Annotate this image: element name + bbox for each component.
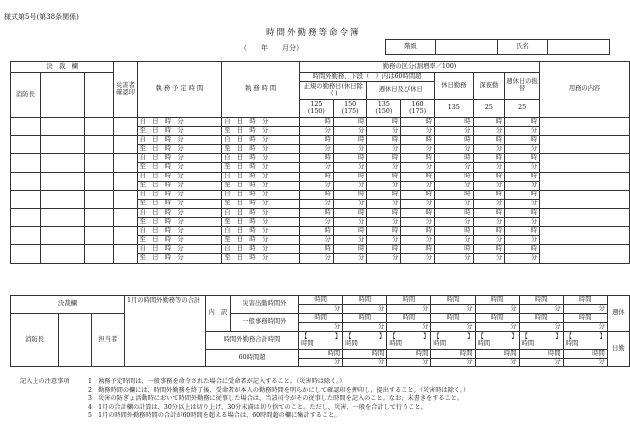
note-item: 1 執務予定時間は、一般事務を命令された場合に受命者が記入すること。（災害時は除く。）	[88, 378, 346, 385]
hours-cell[interactable]: 分	[367, 127, 401, 136]
fun-cell[interactable]: 分	[299, 305, 343, 314]
rate-cell: 135 (150)	[367, 100, 401, 118]
hours-cell[interactable]: 分	[435, 218, 474, 227]
hours-cell[interactable]: 分	[505, 236, 540, 245]
hours-cell[interactable]: 分	[300, 127, 334, 136]
youmu-cell[interactable]	[540, 172, 630, 190]
lower-blank[interactable]	[59, 314, 92, 367]
kessai-cell[interactable]	[85, 172, 114, 190]
yotei-time-cell[interactable]: 至 日 時 分	[137, 218, 222, 227]
confirm-stamp-cell[interactable]	[114, 245, 137, 263]
over60-cell[interactable]: 時間 分	[431, 350, 475, 367]
goukei-jikan-label: 時間外勤務合計時間	[206, 332, 299, 350]
hours-cell[interactable]: 分	[333, 236, 367, 245]
hours-cell[interactable]: 分	[367, 163, 401, 172]
hours-cell[interactable]: 分	[505, 145, 540, 154]
youmu-cell[interactable]	[540, 245, 630, 263]
bracket-total-cell[interactable]: 【 】 時間	[519, 332, 563, 350]
hours-cell[interactable]: 時	[333, 136, 367, 145]
hours-cell[interactable]: 時	[333, 154, 367, 163]
ji-cell[interactable]: 時間	[343, 314, 387, 323]
kessai-cell[interactable]	[40, 245, 85, 263]
hours-cell[interactable]: 時	[505, 245, 540, 254]
jikan-time-cell[interactable]: 自 日 時 分	[222, 154, 300, 163]
month-label: （ 年 月分）	[240, 44, 303, 52]
youmu-cell[interactable]	[540, 136, 630, 154]
rank-label: 階級	[386, 40, 436, 55]
kessai-cell[interactable]	[85, 227, 114, 245]
hours-cell[interactable]: 時	[435, 172, 474, 181]
shochou-header: 消防長	[11, 73, 41, 118]
lower-tantousha: 担当者	[91, 314, 124, 367]
yotei-time-cell[interactable]: 至 日 時 分	[137, 254, 222, 263]
ji-cell[interactable]: 時間	[519, 314, 563, 323]
confirm-stamp-cell[interactable]	[114, 118, 137, 136]
hours-cell[interactable]: 分	[473, 163, 505, 172]
jikan-time-cell[interactable]: 自 日 時 分	[222, 118, 300, 127]
hours-cell[interactable]: 時	[367, 154, 401, 163]
goukei-label: 1月の時間外勤務等の合計	[124, 296, 205, 367]
hours-cell[interactable]: 時	[435, 245, 474, 254]
hours-cell[interactable]: 時	[473, 172, 505, 181]
hours-cell[interactable]: 分	[300, 199, 334, 208]
hours-cell[interactable]: 分	[505, 218, 540, 227]
jikan-time-cell[interactable]: 至 日 時 分	[222, 181, 300, 190]
jikan-time-cell[interactable]: 至 日 時 分	[222, 199, 300, 208]
fun-cell[interactable]: 分	[475, 305, 519, 314]
hours-cell[interactable]: 分	[435, 254, 474, 263]
hours-cell[interactable]: 分	[505, 181, 540, 190]
hours-cell[interactable]: 時	[505, 208, 540, 217]
jikan-time-cell[interactable]: 自 日 時 分	[222, 227, 300, 236]
hours-cell[interactable]: 時	[367, 190, 401, 199]
hours-cell[interactable]: 時	[473, 154, 505, 163]
kessai-cell[interactable]	[85, 154, 114, 172]
fun-cell[interactable]: 分	[343, 323, 387, 332]
hours-cell[interactable]: 時	[473, 245, 505, 254]
hours-cell[interactable]: 時	[435, 227, 474, 236]
hours-cell[interactable]: 分	[473, 145, 505, 154]
yotei-time-cell[interactable]: 自 日 時 分	[137, 190, 222, 199]
hours-cell[interactable]: 分	[473, 236, 505, 245]
notes-title: 記入上の注意事項	[20, 378, 70, 385]
hours-cell[interactable]: 時	[505, 118, 540, 127]
hours-cell[interactable]: 時	[505, 227, 540, 236]
hours-cell[interactable]: 時	[505, 190, 540, 199]
jikan-header: 執 務 時 間	[222, 62, 300, 118]
kessai-blank-1	[40, 73, 85, 118]
hours-cell[interactable]: 分	[435, 163, 474, 172]
fun-cell[interactable]: 分	[387, 305, 431, 314]
yotei-time-cell[interactable]: 自 日 時 分	[137, 172, 222, 181]
over60-cell[interactable]: 時間 分	[475, 350, 519, 367]
kessai-cell[interactable]	[11, 208, 41, 226]
name-label: 氏名	[498, 40, 548, 55]
kessai-cell[interactable]	[11, 172, 41, 190]
fun-cell[interactable]: 分	[431, 305, 475, 314]
hours-cell[interactable]: 時	[505, 154, 540, 163]
hours-cell[interactable]: 分	[505, 127, 540, 136]
bracket-total-cell[interactable]: 【 】 時間	[563, 332, 607, 350]
hours-cell[interactable]: 分	[401, 145, 435, 154]
ji-cell[interactable]: 時間	[475, 296, 519, 305]
kessai-cell[interactable]	[11, 118, 41, 136]
hours-cell[interactable]: 時	[435, 118, 474, 127]
fun-cell[interactable]: 分	[431, 323, 475, 332]
kessai-cell[interactable]	[11, 154, 41, 172]
youmu-cell[interactable]	[540, 208, 630, 226]
ji-cell[interactable]: 時間	[475, 314, 519, 323]
hours-cell[interactable]: 分	[300, 145, 334, 154]
hours-cell[interactable]: 時	[367, 245, 401, 254]
nichi-col: 日勤	[607, 332, 629, 367]
shuukyuu-col: 週休	[607, 296, 629, 332]
hours-cell[interactable]: 時	[300, 118, 334, 127]
kessai-cell[interactable]	[40, 154, 85, 172]
fun-cell[interactable]: 分	[475, 323, 519, 332]
bracket-total-cell[interactable]: 【 】 時間	[387, 332, 431, 350]
page-title: 時間外勤務等命令簿	[266, 28, 361, 38]
hours-cell[interactable]: 時	[473, 190, 505, 199]
confirm-stamp-cell[interactable]	[114, 136, 137, 154]
hours-cell[interactable]: 分	[435, 127, 474, 136]
hours-cell[interactable]: 分	[473, 127, 505, 136]
hours-cell[interactable]: 分	[401, 236, 435, 245]
hours-cell[interactable]: 時	[401, 136, 435, 145]
hours-cell[interactable]: 時	[300, 190, 334, 199]
hours-cell[interactable]: 時	[333, 227, 367, 236]
hours-cell[interactable]: 分	[367, 236, 401, 245]
ji-cell[interactable]: 時間	[431, 296, 475, 305]
confirm-stamp-cell[interactable]	[114, 190, 137, 208]
jikan-time-cell[interactable]: 至 日 時 分	[222, 145, 300, 154]
hours-cell[interactable]: 時	[435, 154, 474, 163]
bracket-total-cell[interactable]: 【 】 時間	[475, 332, 519, 350]
kessai-cell[interactable]	[11, 227, 41, 245]
rate-cell: 25	[473, 100, 505, 118]
over60-cell[interactable]: 時間 分	[343, 350, 387, 367]
youmu-cell[interactable]	[540, 190, 630, 208]
hours-cell[interactable]: 時	[473, 208, 505, 217]
over60-cell[interactable]: 時間 分	[387, 350, 431, 367]
fun-cell[interactable]: 分	[563, 305, 607, 314]
hours-cell[interactable]: 時	[333, 190, 367, 199]
hours-cell[interactable]: 分	[333, 181, 367, 190]
fun-cell[interactable]: 分	[387, 323, 431, 332]
fun-cell[interactable]: 分	[519, 305, 563, 314]
hours-cell[interactable]: 分	[367, 181, 401, 190]
rate-cell: 135	[435, 100, 474, 118]
yotei-time-cell[interactable]: 至 日 時 分	[137, 163, 222, 172]
rate-cell: 150 (175)	[333, 100, 367, 118]
yotei-time-cell[interactable]: 至 日 時 分	[137, 236, 222, 245]
hours-cell[interactable]: 時	[401, 118, 435, 127]
yotei-time-cell[interactable]: 至 日 時 分	[137, 145, 222, 154]
saigai-label: 災害出動時間外	[230, 296, 298, 314]
hours-cell[interactable]: 時	[401, 245, 435, 254]
hours-cell[interactable]: 時	[435, 208, 474, 217]
naiyaku-label: 内 訳	[206, 296, 231, 332]
hours-cell[interactable]: 分	[473, 218, 505, 227]
youmu-cell[interactable]	[540, 118, 630, 136]
monthly-summary-table	[10, 295, 630, 367]
hours-cell[interactable]: 時	[435, 136, 474, 145]
yotei-time-cell[interactable]: 自 日 時 分	[137, 208, 222, 217]
jikan-time-cell[interactable]: 至 日 時 分	[222, 254, 300, 263]
hours-cell[interactable]: 分	[401, 181, 435, 190]
hours-cell[interactable]: 時	[401, 227, 435, 236]
hours-cell[interactable]: 時	[333, 172, 367, 181]
yotei-time-cell[interactable]: 自 日 時 分	[137, 136, 222, 145]
order-book-table	[10, 61, 630, 264]
hours-cell[interactable]: 時	[473, 118, 505, 127]
yotei-header: 執 務 予 定 時 間	[137, 62, 222, 118]
yotei-time-cell[interactable]: 自 日 時 分	[137, 245, 222, 254]
fun-cell[interactable]: 分	[519, 323, 563, 332]
ji-cell[interactable]: 時間	[299, 314, 343, 323]
yotei-time-cell[interactable]: 至 日 時 分	[137, 181, 222, 190]
ji-cell[interactable]: 時間	[563, 296, 607, 305]
note-item: 5 1月の時間外勤務時間の合計が60時間を超える場合は、60時間超の欄に集計すること。	[88, 412, 341, 420]
ji-cell[interactable]: 時間	[343, 296, 387, 305]
jikan-time-cell[interactable]: 自 日 時 分	[222, 208, 300, 217]
kessai-cell[interactable]	[40, 190, 85, 208]
ji-cell[interactable]: 時間	[387, 314, 431, 323]
hours-cell[interactable]: 分	[367, 254, 401, 263]
ji-cell[interactable]: 時間	[387, 296, 431, 305]
note-item: 4 1月の合計欄の計算は、30分以上は切り上げ、30分未満は切り捨てのこと。ただし、災害、一般を合計して行うこと。	[88, 403, 427, 411]
hours-cell[interactable]: 分	[473, 199, 505, 208]
hours-cell[interactable]: 時	[333, 208, 367, 217]
form-id: 様式第5号(第38条関係)	[4, 13, 79, 21]
kessai-blank-2	[85, 73, 114, 118]
kyujitsu-header: 休日勤務	[435, 73, 474, 100]
fun-cell[interactable]: 分	[563, 323, 607, 332]
hours-cell[interactable]: 時	[473, 227, 505, 236]
hours-cell[interactable]: 分	[505, 254, 540, 263]
hours-cell[interactable]: 分	[401, 199, 435, 208]
hours-cell[interactable]: 分	[333, 254, 367, 263]
kubun-header: 勤務の区分(割増率／100)	[300, 62, 540, 73]
hours-cell[interactable]: 分	[505, 199, 540, 208]
hours-cell[interactable]: 分	[473, 181, 505, 190]
hours-cell[interactable]: 時	[505, 136, 540, 145]
kessai-cell[interactable]	[40, 136, 85, 154]
rate-cell: 25	[505, 100, 540, 118]
hours-cell[interactable]: 分	[401, 218, 435, 227]
hours-cell[interactable]: 時	[300, 208, 334, 217]
kessai-cell[interactable]	[85, 208, 114, 226]
hours-cell[interactable]: 時	[367, 118, 401, 127]
shuukyuu-furikae-header: 週休日の振替	[505, 73, 540, 100]
kessai-header: 決 裁 欄	[11, 62, 114, 73]
yotei-time-cell[interactable]: 自 日 時 分	[137, 154, 222, 163]
hours-cell[interactable]: 分	[435, 199, 474, 208]
hours-cell[interactable]: 時	[300, 227, 334, 236]
jikan-time-cell[interactable]: 至 日 時 分	[222, 127, 300, 136]
hours-cell[interactable]: 分	[401, 127, 435, 136]
hours-cell[interactable]: 時	[333, 245, 367, 254]
rank-field[interactable]	[436, 40, 498, 55]
hours-cell[interactable]: 時	[300, 245, 334, 254]
over60-cell[interactable]: 時間 分	[563, 350, 607, 367]
hours-cell[interactable]: 分	[367, 145, 401, 154]
hours-cell[interactable]: 分	[300, 236, 334, 245]
kessai-cell[interactable]	[11, 190, 41, 208]
ji-cell[interactable]: 時間	[519, 296, 563, 305]
shuukyuu-header: 週休日及び休日	[367, 82, 435, 100]
bracket-total-cell[interactable]: 【 】 時間	[343, 332, 387, 350]
kessai-cell[interactable]	[40, 172, 85, 190]
jikan-time-cell[interactable]: 自 日 時 分	[222, 172, 300, 181]
jikan-time-cell[interactable]: 自 日 時 分	[222, 136, 300, 145]
hours-cell[interactable]: 分	[401, 254, 435, 263]
hours-cell[interactable]: 時	[435, 190, 474, 199]
confirm-stamp-cell[interactable]	[114, 227, 137, 245]
hours-cell[interactable]: 時	[367, 208, 401, 217]
hours-cell[interactable]: 時	[505, 172, 540, 181]
hours-cell[interactable]: 分	[473, 254, 505, 263]
jikangai-sub-header: 時間外勤務、下段（ ）内は60時間超	[300, 73, 435, 82]
kessai-cell[interactable]	[11, 245, 41, 263]
name-field[interactable]	[548, 40, 610, 55]
sei-kinmu-header: 正規の勤務日(休日除く)	[300, 82, 367, 100]
hours-cell[interactable]: 時	[367, 227, 401, 236]
hours-cell[interactable]: 分	[333, 145, 367, 154]
confirm-stamp-cell[interactable]	[114, 172, 137, 190]
rate-cell: 125 (150)	[300, 100, 334, 118]
shinya-header: 深夜勤	[473, 73, 505, 100]
youmu-cell[interactable]	[540, 227, 630, 245]
hours-cell[interactable]: 分	[505, 163, 540, 172]
hours-cell[interactable]: 分	[300, 254, 334, 263]
kessai-cell[interactable]	[85, 245, 114, 263]
hours-cell[interactable]: 分	[333, 199, 367, 208]
yotei-time-cell[interactable]: 至 日 時 分	[137, 127, 222, 136]
hours-cell[interactable]: 分	[435, 181, 474, 190]
kessai-cell[interactable]	[85, 136, 114, 154]
hours-cell[interactable]: 分	[435, 145, 474, 154]
hours-cell[interactable]: 分	[300, 181, 334, 190]
hours-cell[interactable]: 分	[435, 236, 474, 245]
hours-cell[interactable]: 分	[300, 163, 334, 172]
hours-cell[interactable]: 分	[333, 163, 367, 172]
jikan-time-cell[interactable]: 至 日 時 分	[222, 218, 300, 227]
yotei-time-cell[interactable]: 自 日 時 分	[137, 118, 222, 127]
hours-cell[interactable]: 時	[401, 154, 435, 163]
hours-cell[interactable]: 時	[333, 118, 367, 127]
notes-list	[88, 378, 618, 421]
jikan-time-cell[interactable]: 至 日 時 分	[222, 236, 300, 245]
kessai-cell[interactable]	[11, 136, 41, 154]
over60-label: 60時間超	[206, 350, 299, 367]
kessai-cell[interactable]	[40, 227, 85, 245]
hours-cell[interactable]: 分	[367, 218, 401, 227]
note-item: 2 勤務時間の欄には、時間外勤務を終了後、受命者が本人の勤務時間を明らかにして確認印を押印し、提出すること。（災害時は除く。）	[88, 386, 470, 394]
ji-cell[interactable]: 時間	[431, 314, 475, 323]
confirm-stamp-cell[interactable]	[114, 154, 137, 172]
hours-cell[interactable]: 時	[367, 136, 401, 145]
youmu-header: 用務の内容	[540, 62, 630, 118]
hours-cell[interactable]: 時	[401, 208, 435, 217]
kessai-cell[interactable]	[40, 208, 85, 226]
bracket-total-cell[interactable]: 【 】 時間	[299, 332, 343, 350]
hours-cell[interactable]: 時	[473, 136, 505, 145]
ji-cell[interactable]: 時間	[299, 296, 343, 305]
lower-shochou: 消防長	[11, 314, 59, 367]
hours-cell[interactable]: 時	[300, 136, 334, 145]
kessai-cell[interactable]	[85, 118, 114, 136]
jikan-time-cell[interactable]: 自 日 時 分	[222, 190, 300, 199]
over60-cell[interactable]: 時間 分	[519, 350, 563, 367]
fun-cell[interactable]: 分	[343, 305, 387, 314]
jikan-time-cell[interactable]: 自 日 時 分	[222, 245, 300, 254]
ji-cell[interactable]: 時間	[563, 314, 607, 323]
hours-cell[interactable]: 時	[401, 172, 435, 181]
youmu-cell[interactable]	[540, 154, 630, 172]
rate-cell: 160 (175)	[401, 100, 435, 118]
hours-cell[interactable]: 分	[300, 218, 334, 227]
hours-cell[interactable]: 分	[401, 163, 435, 172]
note-item: 3 災害の防ぎょ活動時において時間外勤務に従事した場合は、当該司令がその従事した時間を記入のこと。なお、未書きをすること。	[88, 395, 464, 403]
bracket-total-cell[interactable]: 【 】 時間	[431, 332, 475, 350]
hours-cell[interactable]: 時	[300, 154, 334, 163]
hours-cell[interactable]: 分	[367, 199, 401, 208]
hours-cell[interactable]: 時	[401, 190, 435, 199]
hours-cell[interactable]: 時	[367, 172, 401, 181]
hours-cell[interactable]: 時	[300, 172, 334, 181]
saigai-kakunin-header: 災害者確認印	[114, 62, 137, 118]
confirm-stamp-cell[interactable]	[114, 208, 137, 226]
jikan-time-cell[interactable]: 至 日 時 分	[222, 163, 300, 172]
yotei-time-cell[interactable]: 至 日 時 分	[137, 199, 222, 208]
yotei-time-cell[interactable]: 自 日 時 分	[137, 227, 222, 236]
kessai-cell[interactable]	[40, 118, 85, 136]
hours-cell[interactable]: 分	[333, 127, 367, 136]
kessai-cell[interactable]	[85, 190, 114, 208]
rank-name-table	[385, 39, 610, 55]
hours-cell[interactable]: 分	[333, 218, 367, 227]
lower-kessai-header: 決裁欄	[11, 296, 125, 314]
fun-cell[interactable]: 分	[299, 323, 343, 332]
ippan-label: 一般事務時間外	[230, 314, 298, 332]
over60-cell[interactable]: 時間 分	[299, 350, 343, 367]
